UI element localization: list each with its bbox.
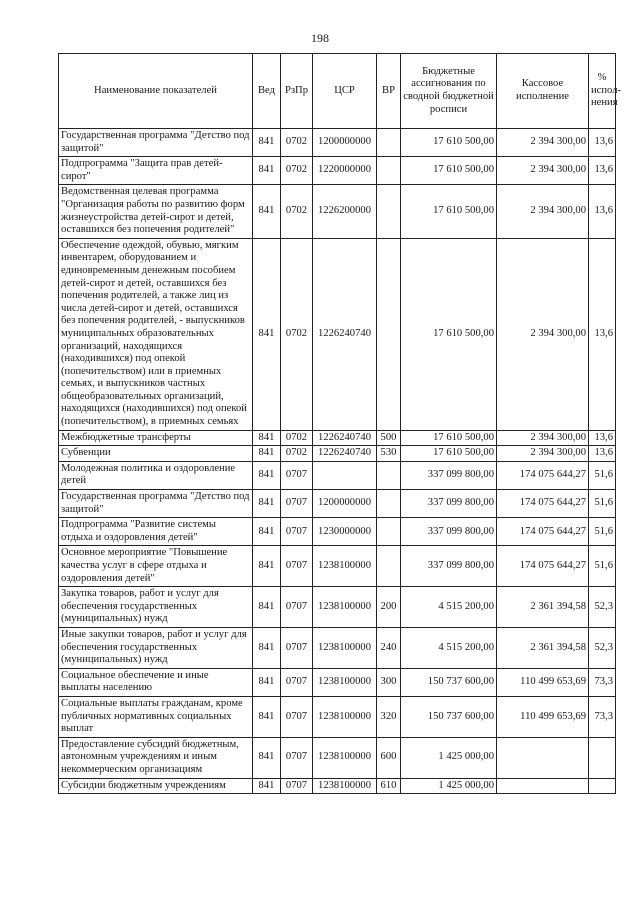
- row-name: Государственная программа "Детство под защитой": [59, 129, 253, 157]
- row-rzpr: 0702: [281, 157, 313, 185]
- row-rzpr: 0707: [281, 490, 313, 518]
- row-name: Закупка товаров, работ и услуг для обеспечения государственных (муниципальных) нужд: [59, 587, 253, 628]
- header-rzpr: РзПр: [281, 54, 313, 129]
- row-cash: 2 394 300,00: [497, 446, 589, 462]
- row-vr: 200: [377, 587, 401, 628]
- row-budget: 17 610 500,00: [401, 185, 497, 238]
- row-cash: 2 394 300,00: [497, 238, 589, 430]
- row-name: Иные закупки товаров, работ и услуг для обеспечения государственных (муниципальных) нужд: [59, 627, 253, 668]
- row-ved: 841: [253, 737, 281, 778]
- row-budget: 17 610 500,00: [401, 129, 497, 157]
- row-pct: 13,6: [589, 129, 616, 157]
- row-vr: 240: [377, 627, 401, 668]
- row-cash: 2 394 300,00: [497, 185, 589, 238]
- row-vr: [377, 129, 401, 157]
- row-ved: 841: [253, 668, 281, 696]
- table-row: [59, 627, 616, 668]
- row-pct: [589, 778, 616, 794]
- row-csr: 1226240740: [313, 446, 377, 462]
- row-ved: 841: [253, 778, 281, 794]
- page-number: 198: [311, 31, 329, 45]
- row-csr: 1238100000: [313, 696, 377, 737]
- row-rzpr: 0702: [281, 430, 313, 446]
- row-pct: 73,3: [589, 668, 616, 696]
- row-csr: 1200000000: [313, 129, 377, 157]
- row-name: Субвенции: [59, 446, 253, 462]
- table-row: [59, 129, 616, 157]
- row-cash: 2 394 300,00: [497, 430, 589, 446]
- row-cash: 2 394 300,00: [497, 129, 589, 157]
- row-ved: 841: [253, 627, 281, 668]
- row-rzpr: 0707: [281, 461, 313, 489]
- row-cash: 2 394 300,00: [497, 157, 589, 185]
- row-pct: 52,3: [589, 587, 616, 628]
- row-ved: 841: [253, 490, 281, 518]
- row-csr: 1238100000: [313, 627, 377, 668]
- row-cash: 174 075 644,27: [497, 518, 589, 546]
- header-row: [59, 54, 616, 129]
- row-pct: 51,6: [589, 490, 616, 518]
- row-csr: 1200000000: [313, 490, 377, 518]
- row-budget: 150 737 600,00: [401, 696, 497, 737]
- row-name: Молодежная политика и оздоровление детей: [59, 461, 253, 489]
- row-ved: 841: [253, 446, 281, 462]
- table-row: [59, 587, 616, 628]
- row-pct: 13,6: [589, 185, 616, 238]
- row-ved: 841: [253, 185, 281, 238]
- row-cash: 2 361 394,58: [497, 587, 589, 628]
- row-cash: 110 499 653,69: [497, 668, 589, 696]
- row-budget: 1 425 000,00: [401, 778, 497, 794]
- row-rzpr: 0707: [281, 696, 313, 737]
- row-ved: 841: [253, 546, 281, 587]
- row-rzpr: 0707: [281, 778, 313, 794]
- row-cash: [497, 778, 589, 794]
- row-csr: 1238100000: [313, 668, 377, 696]
- row-vr: 320: [377, 696, 401, 737]
- row-rzpr: 0707: [281, 518, 313, 546]
- row-cash: 2 361 394,58: [497, 627, 589, 668]
- row-vr: [377, 518, 401, 546]
- row-pct: 52,3: [589, 627, 616, 668]
- row-name: Социальные выплаты гражданам, кроме публичных нормативных социальных выплат: [59, 696, 253, 737]
- table-row: [59, 157, 616, 185]
- row-vr: 600: [377, 737, 401, 778]
- row-name: Межбюджетные трансферты: [59, 430, 253, 446]
- row-name: Основное мероприятие "Повышение качества услуг в сфере отдыха и оздоровления детей": [59, 546, 253, 587]
- table-row: [59, 737, 616, 778]
- row-vr: 300: [377, 668, 401, 696]
- header-name: Наименование показателей: [59, 54, 253, 129]
- row-name: Подпрограмма "Защита прав детей-сирот": [59, 157, 253, 185]
- table-row: [59, 446, 616, 462]
- row-name: Ведомственная целевая программа "Организация работы по развитию форм жизнеустройства детей-сирот и детей, оставшихся без попечения родителей": [59, 185, 253, 238]
- row-rzpr: 0707: [281, 737, 313, 778]
- table-row: [59, 518, 616, 546]
- row-budget: 337 099 800,00: [401, 461, 497, 489]
- row-csr: 1230000000: [313, 518, 377, 546]
- budget-table: [58, 53, 622, 794]
- row-ved: 841: [253, 518, 281, 546]
- row-name: Государственная программа "Детство под защитой": [59, 490, 253, 518]
- row-cash: [497, 737, 589, 778]
- row-pct: 51,6: [589, 461, 616, 489]
- row-vr: [377, 461, 401, 489]
- table-row: [59, 668, 616, 696]
- table-row: [59, 185, 616, 238]
- header-cash: Кассовое исполнение: [497, 54, 589, 129]
- table-row: [59, 430, 616, 446]
- row-cash: 110 499 653,69: [497, 696, 589, 737]
- row-rzpr: 0702: [281, 446, 313, 462]
- row-csr: 1226240740: [313, 430, 377, 446]
- table-row: [59, 461, 616, 489]
- row-pct: [589, 737, 616, 778]
- row-ved: 841: [253, 587, 281, 628]
- row-ved: 841: [253, 238, 281, 430]
- row-csr: [313, 461, 377, 489]
- row-ved: 841: [253, 461, 281, 489]
- row-pct: 51,6: [589, 518, 616, 546]
- table-row: [59, 238, 616, 430]
- row-csr: 1220000000: [313, 157, 377, 185]
- row-budget: 17 610 500,00: [401, 238, 497, 430]
- row-budget: 337 099 800,00: [401, 490, 497, 518]
- row-rzpr: 0702: [281, 185, 313, 238]
- row-ved: 841: [253, 696, 281, 737]
- row-ved: 841: [253, 129, 281, 157]
- row-budget: 17 610 500,00: [401, 430, 497, 446]
- row-rzpr: 0702: [281, 238, 313, 430]
- row-pct: 13,6: [589, 430, 616, 446]
- row-vr: [377, 157, 401, 185]
- row-csr: 1238100000: [313, 778, 377, 794]
- header-pct: % испол-нения: [589, 54, 616, 129]
- row-rzpr: 0707: [281, 546, 313, 587]
- row-rzpr: 0707: [281, 627, 313, 668]
- row-pct: 13,6: [589, 238, 616, 430]
- row-csr: 1238100000: [313, 546, 377, 587]
- row-rzpr: 0702: [281, 129, 313, 157]
- row-csr: 1238100000: [313, 737, 377, 778]
- row-vr: [377, 546, 401, 587]
- row-cash: 174 075 644,27: [497, 546, 589, 587]
- row-pct: 13,6: [589, 157, 616, 185]
- table-row: [59, 696, 616, 737]
- row-name: Предоставление субсидий бюджетным, автономным учреждениям и иным некоммерческим организациям: [59, 737, 253, 778]
- header-ved: Вед: [253, 54, 281, 129]
- row-vr: 500: [377, 430, 401, 446]
- row-budget: 17 610 500,00: [401, 446, 497, 462]
- row-budget: 337 099 800,00: [401, 546, 497, 587]
- row-ved: 841: [253, 157, 281, 185]
- header-vr: ВР: [377, 54, 401, 129]
- row-vr: [377, 490, 401, 518]
- row-budget: 337 099 800,00: [401, 518, 497, 546]
- row-rzpr: 0707: [281, 587, 313, 628]
- row-vr: 530: [377, 446, 401, 462]
- row-pct: 73,3: [589, 696, 616, 737]
- row-pct: 13,6: [589, 446, 616, 462]
- row-ved: 841: [253, 430, 281, 446]
- row-budget: 4 515 200,00: [401, 627, 497, 668]
- table-row: [59, 490, 616, 518]
- row-cash: 174 075 644,27: [497, 490, 589, 518]
- row-name: Социальное обеспечение и иные выплаты населению: [59, 668, 253, 696]
- row-vr: [377, 238, 401, 430]
- header-budget: Бюджетные ассигнования по сводной бюджетной росписи: [401, 54, 497, 129]
- row-vr: [377, 185, 401, 238]
- row-name: Обеспечение одеждой, обувью, мягким инвентарем, оборудованием и единовременным денежным пособием детей-сирот и детей, оставшихся без попечения родителей, а также лиц из числа детей-сирот и детей, оставшихся без попечения родителей, - выпускников муниципальных образовательных организаций, находящихся (находившихся) под опекой (попечительством) или в приемных семьях, и выпускников частных общеобразовательных организаций, находящихся (находившихся) под опекой (попечительством), в приемных семьях: [59, 238, 253, 430]
- row-csr: 1226200000: [313, 185, 377, 238]
- row-name: Подпрограмма "Развитие системы отдыха и оздоровления детей": [59, 518, 253, 546]
- header-csr: ЦСР: [313, 54, 377, 129]
- row-budget: 1 425 000,00: [401, 737, 497, 778]
- row-pct: 51,6: [589, 546, 616, 587]
- row-vr: 610: [377, 778, 401, 794]
- row-budget: 4 515 200,00: [401, 587, 497, 628]
- table-row: [59, 546, 616, 587]
- row-budget: 150 737 600,00: [401, 668, 497, 696]
- row-name: Субсидии бюджетным учреждениям: [59, 778, 253, 794]
- row-csr: 1226240740: [313, 238, 377, 430]
- table-row: [59, 778, 616, 794]
- row-csr: 1238100000: [313, 587, 377, 628]
- row-budget: 17 610 500,00: [401, 157, 497, 185]
- row-cash: 174 075 644,27: [497, 461, 589, 489]
- row-rzpr: 0707: [281, 668, 313, 696]
